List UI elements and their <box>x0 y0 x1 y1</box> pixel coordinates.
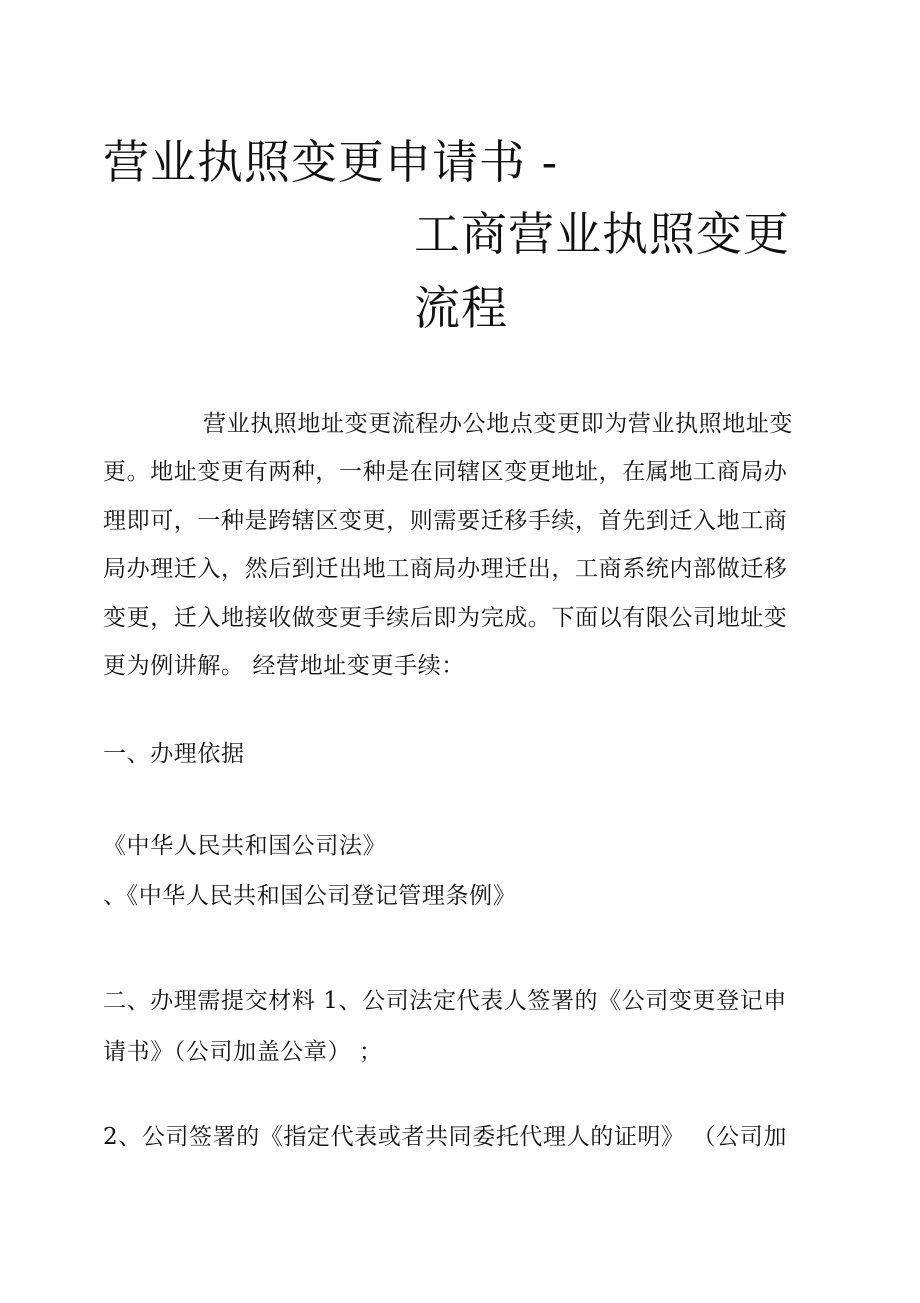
section-2-paragraph: 二、办理需提交材料 1、公司法定代表人签署的《公司变更登记申请书》（公司加盖公章） ； <box>103 988 787 1065</box>
section-1-heading: 一、办理依据 <box>103 741 245 767</box>
law-reference-2: 、《中华人民共和国公司登记管理条例》 <box>103 883 517 909</box>
document-title-line-2: 工商营业执照变更 <box>414 207 790 261</box>
intro-paragraph: 营业执照地址变更流程办公地点变更即为营业执照地址变更。地址变更有两种，一种是在同辖区变更地址，在属地工商局办理即可，一种是跨辖区变更，则需要迁移手续，首先到迁入地工商局办理迁入，然后到迁出地工商局办理迁出，工商系统内部做迁移变更，迁入地接收做变更手续后即为完成。下面以有限公司地址变更为例讲解。 经营地址变更手续： <box>103 411 793 680</box>
material-item-2: 2、公司签署的《指定代表或者共同委托代理人的证明》 （公司加 <box>103 1124 787 1150</box>
document-title-line-1: 营业执照变更申请书 - <box>103 135 559 189</box>
law-reference-1: 《中华人民共和国公司法》 <box>103 833 387 859</box>
document-title-line-3: 流程 <box>414 281 508 335</box>
